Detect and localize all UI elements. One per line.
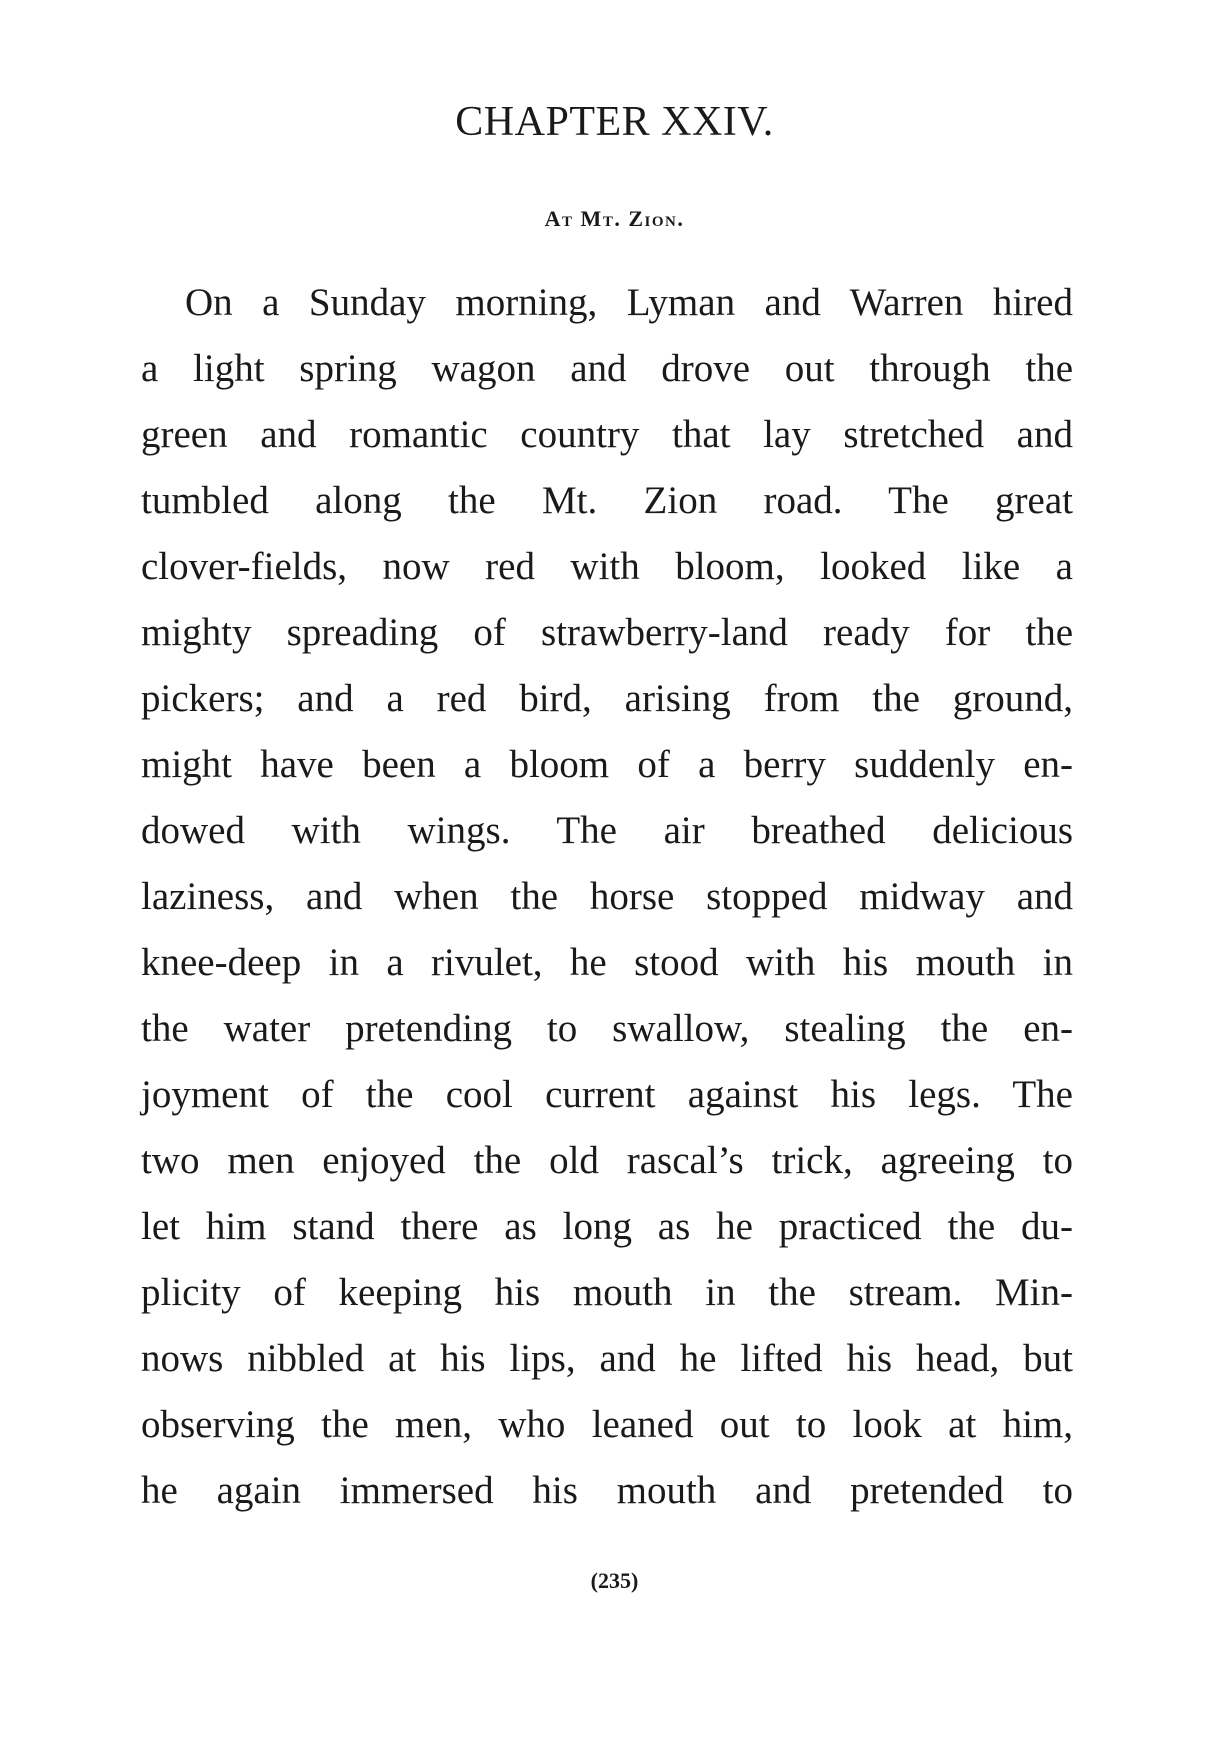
- text-line: On a Sunday morning, Lyman and Warren hired: [185, 281, 1073, 324]
- text-line: laziness, and when the horse stopped midway and: [141, 875, 1073, 918]
- text-line: might have been a bloom of a berry suddenly en-: [141, 743, 1073, 786]
- text-line: two men enjoyed the old rascal’s trick, agreeing to: [141, 1139, 1073, 1182]
- text-line: clover-fields, now red with bloom, looked like a: [141, 545, 1073, 588]
- text-line: nows nibbled at his lips, and he lifted his head, but: [141, 1337, 1073, 1380]
- text-line: tumbled along the Mt. Zion road. The great: [141, 479, 1073, 522]
- text-line: a light spring wagon and drove out through the: [141, 347, 1073, 390]
- chapter-subtitle: At Mt. Zion.: [544, 206, 685, 231]
- page-number: (235): [590, 1568, 639, 1593]
- body-text: [141, 270, 1073, 1524]
- chapter-title: CHAPTER XXIV.: [455, 99, 774, 145]
- text-line: green and romantic country that lay stretched and: [141, 413, 1073, 456]
- text-line: plicity of keeping his mouth in the stream. Min-: [141, 1271, 1073, 1314]
- text-line: knee-deep in a rivulet, he stood with his mouth in: [141, 941, 1073, 984]
- text-line: he again immersed his mouth and pretended to: [141, 1469, 1073, 1512]
- text-line: the water pretending to swallow, stealing the en-: [141, 1007, 1073, 1050]
- text-line: observing the men, who leaned out to look at him,: [141, 1403, 1073, 1446]
- text-line: joyment of the cool current against his legs. The: [141, 1073, 1073, 1116]
- text-line: pickers; and a red bird, arising from the ground,: [141, 677, 1073, 720]
- text-line: dowed with wings. The air breathed delicious: [141, 809, 1073, 852]
- text-line: mighty spreading of strawberry-land ready for the: [141, 611, 1073, 654]
- text-line: let him stand there as long as he practiced the du-: [141, 1205, 1073, 1248]
